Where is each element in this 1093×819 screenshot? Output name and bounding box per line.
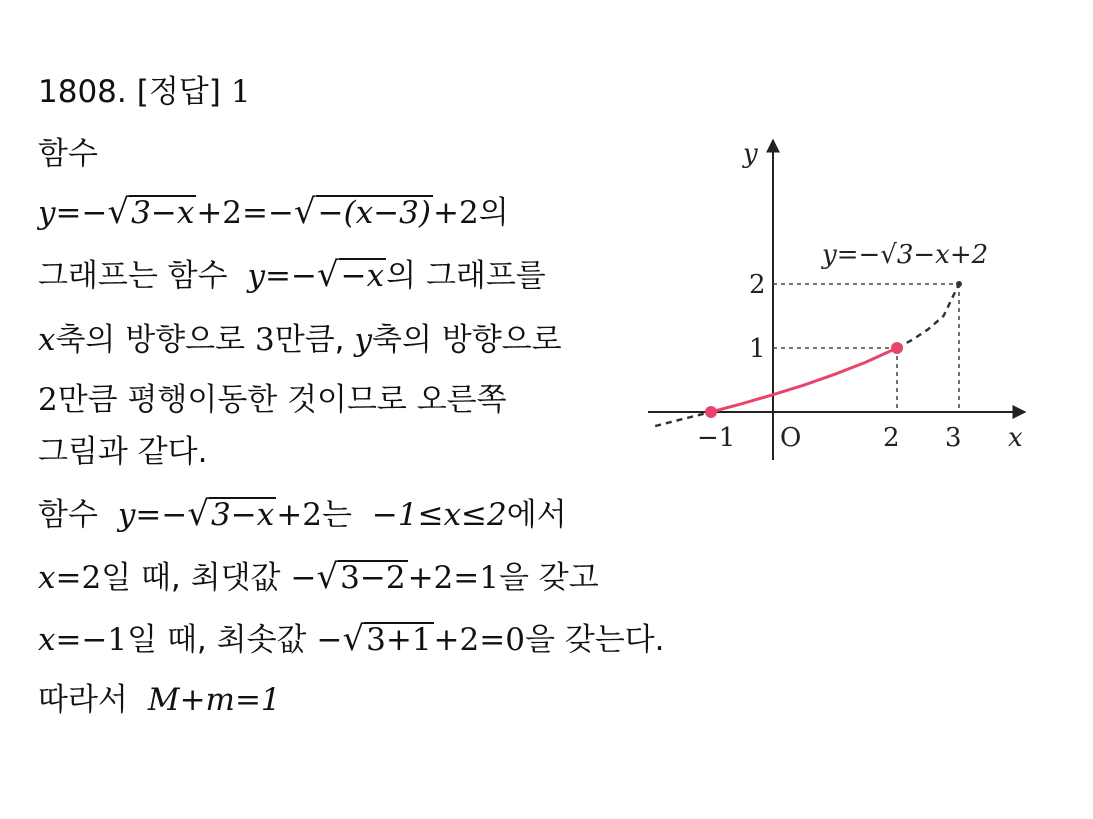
text-line-7: 그림과 같다. <box>38 434 208 470</box>
answer-value: 1 <box>230 74 251 110</box>
result-expr: M+m=1 <box>147 682 281 718</box>
var-y: y <box>354 322 373 358</box>
eq-term: =2 <box>55 560 102 596</box>
curve-segment-2 <box>711 348 897 412</box>
eq-sign: =− <box>265 258 317 294</box>
endpoint-dot <box>891 342 903 354</box>
endpoint-open <box>956 281 962 287</box>
guide-lines <box>773 284 959 412</box>
equation-line-3 <box>38 193 509 233</box>
sqrt-expr: √ 3−x <box>187 494 275 534</box>
origin-label: O <box>780 423 802 453</box>
x-tick-label: 2 <box>883 423 900 453</box>
y-axis-label: y <box>743 139 758 169</box>
sqrt-expr: √ −x <box>317 255 385 295</box>
y-tick-label: 2 <box>749 270 766 300</box>
condition: −1≤x≤2 <box>371 497 507 533</box>
eq-sign: =− <box>135 497 188 533</box>
sqrt-expr-2: √ −(x−3) <box>293 192 431 232</box>
neg-sign: − <box>290 560 317 596</box>
x-tick-label: 3 <box>945 423 962 453</box>
number: 2 <box>38 382 58 418</box>
plus-term: +2 <box>276 497 322 533</box>
text-line-6 <box>38 380 507 420</box>
plus-term: +2=0 <box>433 622 525 658</box>
var-y: y <box>117 497 136 533</box>
var-x: x <box>38 622 56 658</box>
text-span: 그래프는 함수 <box>38 258 228 294</box>
var-x: x <box>38 322 56 358</box>
text-span: 함수 <box>38 497 98 533</box>
text-span: 만큼 평행이동한 것이므로 오른쪽 <box>57 382 507 418</box>
sqrt-expr: √ 3−2 <box>316 557 406 597</box>
text-span: 축의 방향으로 <box>372 322 562 358</box>
curves <box>655 284 959 426</box>
text-line-8 <box>38 495 567 535</box>
text-span: 에서 <box>506 497 567 533</box>
text-span: 따라서 <box>38 682 128 718</box>
function-label: y=−√3−x+2 <box>822 240 989 270</box>
text-span: 을 갖는다. <box>524 622 665 658</box>
x-axis-label: x <box>1008 423 1023 453</box>
text-span: 을 갖고 <box>498 560 599 596</box>
suffix: 의 <box>478 195 509 231</box>
text-span: 만큼, <box>274 322 345 358</box>
text-line-9 <box>38 558 599 598</box>
neg-sign: − <box>316 622 343 658</box>
sqrt-expr: √ 3+1 <box>342 619 432 659</box>
x-tick-label: −1 <box>697 423 736 453</box>
text-line-10 <box>38 620 664 660</box>
var-y: y <box>38 195 56 231</box>
points <box>705 281 962 418</box>
eq-term: =−1 <box>55 622 128 658</box>
tick-labels <box>697 270 962 453</box>
problem-number: 1808. <box>38 74 127 110</box>
text-span: 일 때, 최댓값 <box>101 560 281 596</box>
text-span: 축의 방향으로 <box>55 322 246 358</box>
plus-term-2: +2 <box>433 195 479 231</box>
text-span: 는 <box>321 497 352 533</box>
plus-term: +2=1 <box>407 560 499 596</box>
text-span: 의 그래프를 <box>386 258 546 294</box>
text-line-4 <box>38 256 546 296</box>
text-span: 일 때, 최솟값 <box>127 622 307 658</box>
answer-tag: [정답] <box>136 74 221 110</box>
endpoint-dot <box>705 406 717 418</box>
eq-sign: =− <box>55 195 108 231</box>
plus-term: +2=− <box>196 195 294 231</box>
var-y: y <box>247 258 266 294</box>
function-graph <box>640 130 1060 470</box>
var-x: x <box>38 560 56 596</box>
text-line-11 <box>38 680 281 720</box>
sqrt-expr: √ 3−x <box>107 192 195 232</box>
answer-header <box>38 72 251 112</box>
text-line-5 <box>38 320 562 360</box>
text-line-2: 함수 <box>38 136 98 172</box>
y-tick-label: 1 <box>749 334 766 364</box>
curve-segment-3 <box>897 284 959 348</box>
number: 3 <box>255 322 275 358</box>
